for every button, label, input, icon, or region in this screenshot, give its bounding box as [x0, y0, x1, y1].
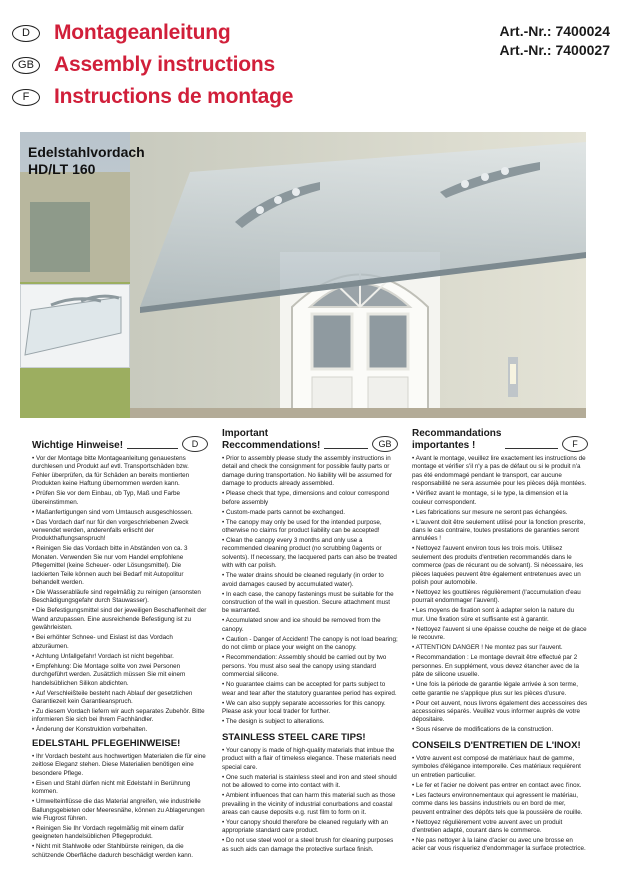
note-item: • ATTENTION DANGER ! Ne montez pas sur l'auvent. [412, 644, 563, 652]
section-de-header [32, 424, 208, 452]
section-gb-title [222, 428, 320, 452]
note-item: • The water drains should be cleaned regularly (in order to avoid damages caused by accumulated water). [222, 572, 384, 588]
care-fr [412, 740, 588, 855]
note-item: • Zu diesem Vordach liefern wir auch separates Zubehör. Bitte informieren Sie sich bei Ihrem Fachhändler. [32, 707, 205, 724]
section-fr-title-line2: importantes ! [412, 440, 476, 451]
care-item: • Votre auvent est composé de matériaux haut de gamme, symboles d'élégance intemporelle. Ces matériaux requièrent un entretien particulier. [412, 755, 581, 779]
header-row-de [12, 20, 230, 46]
title-gb: Assembly instructions [54, 53, 276, 76]
section-de-title: Wichtige Hinweise! [32, 440, 124, 451]
care-item: • Les facteurs environnementaux qui agressent le matériau, comme dans les bassins industriels ou en bord de mer, peuvent entraîner des dépôts tels que la poussière de rouille. [412, 791, 583, 816]
care-item: • Your canopy should therefore be cleaned regularly with an appropriate standard care product. [222, 819, 389, 835]
lang-badge-gb: GB [12, 57, 40, 74]
care-item: • Do not use steel wool or a steel brush for cleaning purposes as such aids can damage the protective surface finish. [222, 837, 394, 853]
care-item: • Ambient influences that can harm this material such as those prevailing in the vicinity of industrial conurbations and coastal areas can cause deposits e.g. rust film to form on it. [222, 792, 396, 817]
title-fr: Instructions de montage [54, 85, 294, 108]
section-fr-header [412, 424, 588, 452]
note-item: • L'auvent doit être seulement utilisé pour la fonction prescrite, dans le cas contraire, toutes prestations de garanties seront annulées ! [412, 518, 586, 543]
care-item: • Your canopy is made of high-quality materials that imbue the product with a flair of timeless elegance. These materials need special care. [222, 747, 397, 771]
header-row-gb [12, 52, 275, 78]
note-item: • No guarantee claims can be accepted for parts subject to wear and tear after the statutory guarantee period has expired. [222, 681, 397, 697]
note-item: • Les fabrications sur mesure ne seront pas échangées. [412, 508, 568, 516]
care-item: • Le fer et l'acier ne doivent pas entrer en contact avec l'inox. [412, 781, 582, 789]
note-item: • Vérifiez avant le montage, si le type, la dimension et la couleur correspondent. [412, 490, 568, 506]
note-item: • Accumulated snow and ice should be removed from the canopy. [222, 617, 381, 633]
note-item: • We can also supply separate accessories for this canopy. Please ask your local trader for further. [222, 699, 386, 715]
lang-tag-fr: F [562, 436, 588, 452]
care-de-title: EDELSTAHL PFLEGEHINWEISE! [32, 738, 181, 749]
note-item: • Recommendation: Assembly should be carried out by two persons. You must also seal the canopy using standard commercial silicone. [222, 654, 387, 679]
product-label [28, 144, 145, 178]
note-item: • Änderung der Konstruktion vorbehalten. [32, 726, 148, 734]
note-item: • Recommandation : Le montage devrait être effectué par 2 personnes. En supplément, vous devez étancher avec de la pâte de silicone usuelle. [412, 654, 579, 679]
care-item: • Nettoyez régulièrement votre auvent avec un produit d'entretien adapté, courant dans le commerce. [412, 818, 563, 835]
care-gb [222, 732, 398, 856]
note-item: • Auf Verschleißteile besteht nach Ablauf der gesetzlichen Garantiezeit kein Garantieanspruch. [32, 689, 193, 705]
note-item: • Clean the canopy every 3 months and only use a recommended cleaning product (no scrubbing 0agents or solvents). If necessary, the lacquered parts can also be treated with with car polish. [222, 537, 397, 570]
note-item: • Please check that type, dimensions and colour correspond before assembly [222, 490, 390, 506]
divider-line [324, 448, 368, 449]
note-item: • Nettoyez l'auvent si une épaisse couche de neige et de glace le recouvre. [412, 625, 587, 642]
product-inset-photo [20, 284, 130, 368]
divider-line [127, 448, 178, 449]
note-item: • In each case, the canopy fastenings must be suitable for the construction of the wall in question. Secure attachment must be warranted. [222, 590, 394, 615]
care-de [32, 738, 208, 862]
section-fr-title-line1: Recommandations [412, 428, 502, 439]
note-item: • Nettoyez les gouttières régulièrement (l'accumulation d'eau pourrait endommager l'auvent). [412, 589, 581, 605]
care-item: • One such material is stainless steel and iron and steel should not be allowed to come into contact with it. [222, 773, 397, 790]
care-item: • Reinigen Sie Ihr Vordach regelmäßig mit einem dafür geeigneten handelsüblichen Pflegeprodukt. [32, 825, 185, 841]
canopy-illustration [21, 285, 129, 367]
product-model: HD/LT 160 [28, 161, 96, 177]
note-item: • Sous réserve de modifications de la construction. [412, 726, 554, 734]
product-name: Edelstahlvordach [28, 144, 145, 160]
product-photo [20, 132, 586, 418]
section-fr-title [412, 428, 501, 452]
note-item: • Prior to assembly please study the assembly instructions in detail and check the consignment for possible faulty parts or damage during transportation. No liability will be assumed for damage to products already assembled. [222, 455, 393, 488]
care-item: • Nicht mit Stahlwolle oder Stahlbürste reinigen, da die schützende Oberfläche dadurch beschädigt werden kann. [32, 843, 194, 859]
note-item: • Maßanfertigungen sind vom Umtausch ausgeschlossen. [32, 508, 193, 516]
note-item: • Reinigen Sie das Vordach bitte in Abständen von ca. 3 Monaten. Verwenden Sie nur vom Handel empfohlene Pflegemittel (keine Scheuer- oder Lösungsmittel). Die lackierten Teile können auch bei Bedarf mit Autopolitur behandelt werden. [32, 545, 188, 587]
care-fr-title: CONSEILS D'ENTRETIEN DE L'INOX! [412, 740, 581, 751]
lang-tag-de: D [182, 436, 208, 452]
lang-badge-fr: F [12, 89, 40, 106]
note-item: • Die Wasserabläufe sind regelmäßig zu reinigen (ansonsten Beschädigungsgefahr durch Stauwasser). [32, 589, 201, 605]
note-item: • Nettoyez l'auvent environ tous les trois mois. Utilisez seulement des produits d'entretien recommandés dans le commerce (pas de récurant ou de solvant). Si nécessaire, les pièces laquées peuvent être également entretenues avec un polish pour automobile. [412, 545, 584, 587]
lang-badge-de: D [12, 25, 40, 42]
care-gb-title: STAINLESS STEEL CARE TIPS! [222, 732, 366, 743]
note-item: • The canopy may only be used for the intended purpose, otherwise no claims for product liability can be accepted! [222, 518, 382, 535]
note-item: • Achtung Unfallgefahr! Vordach ist nicht begehbar. [32, 652, 174, 660]
care-item: • Umwelteinflüsse die das Material angreifen, wie industrielle Ballungsgebieten oder Meeresnähe, können zu Ablagerungen wie Flugrost führen. [32, 798, 205, 823]
note-item: • Empfehlung: Die Montage sollte von zwei Personen durchgeführt werden. Zusätzlich müssen Sie mit einem handelsüblichen Silikon abdichten. [32, 662, 186, 687]
note-item: • Vor der Montage bitte Montageanleitung genauestens durchlesen und Produkt auf evtl. Transportschäden bzw. Fehler überprüfen, da für Schäden an bereits montierten Produkten keine Haftung übernommen werden kann. [32, 455, 190, 488]
note-item: • Une fois la période de garantie légale arrivée à son terme, cette garantie ne s'applique plus sur les pièces d'usure. [412, 681, 579, 697]
care-item: • Ne pas nettoyer à la laine d'acier ou avec une brosse en acier car vous risqueriez d'endommager la surface protectrice. [412, 837, 586, 853]
section-gb-title-line2: Reccommendations! [222, 440, 321, 451]
note-item: • Das Vordach darf nur für den vorgeschriebenen Zweck verwendet werden, anderenfalls erlischt der Produkthaftungsanspruch! [32, 518, 189, 543]
note-item: • Prüfen Sie vor dem Einbau, ob Typ, Maß und Farbe übereinstimmen. [32, 490, 181, 506]
section-de [32, 424, 208, 736]
care-item: • Eisen und Stahl dürfen nicht mit Edelstahl in Berührung kommen. [32, 779, 191, 796]
note-item: • Pour cet auvent, nous livrons également des accessoires des accessoires séparés. Veuillez vous informer auprès de votre dépositaire. [412, 699, 588, 724]
header-row-fr [12, 84, 293, 110]
note-item: • Custom-made parts cannot be exchanged. [222, 508, 345, 516]
note-item: • Bei erhöhter Schnee- und Eislast ist das Vordach abzuräumen. [32, 634, 173, 650]
care-item: • Ihr Vordach besteht aus hochwertigen Materialen die für eine zeitlose Eleganz stehen. Diese Materialien benötigen eine besondere Pflege. [32, 753, 206, 777]
title-de: Montageanleitung [54, 21, 231, 44]
divider-line [505, 448, 558, 449]
note-item: • The design is subject to alterations. [222, 717, 325, 725]
note-item: • Avant le montage, veuillez lire exactement les instructions de montage et vérifier s'il n'y a pas de défaut ou si le produit n'a pas été endommagé pendant le transport, car aucune responsabilité ne sera assumée pour les pièces déjà montées. [412, 455, 587, 488]
note-item: • Die Befestigungsmittel sind der jeweiligen Beschaffenheit der Wand anzupassen. Eine ausreichende Befestigung ist zu gewährleisten. [32, 607, 207, 632]
note-item: • Les moyens de fixation sont à adapter selon la nature du mur. Une fixation sûre et suffisante est à garantir. [412, 607, 575, 623]
article-number-2: Art.-Nr.: 7400027 [499, 42, 610, 58]
section-gb [222, 424, 398, 728]
note-item: • Caution - Danger of Accident! The canopy is not load bearing; do not climb or place your weight on the canopy. [222, 635, 398, 652]
section-gb-header [222, 424, 398, 452]
article-number-1: Art.-Nr.: 7400024 [499, 23, 610, 39]
lang-tag-gb: GB [372, 436, 398, 452]
section-fr [412, 424, 588, 736]
section-gb-title-line1: Important [222, 428, 269, 439]
